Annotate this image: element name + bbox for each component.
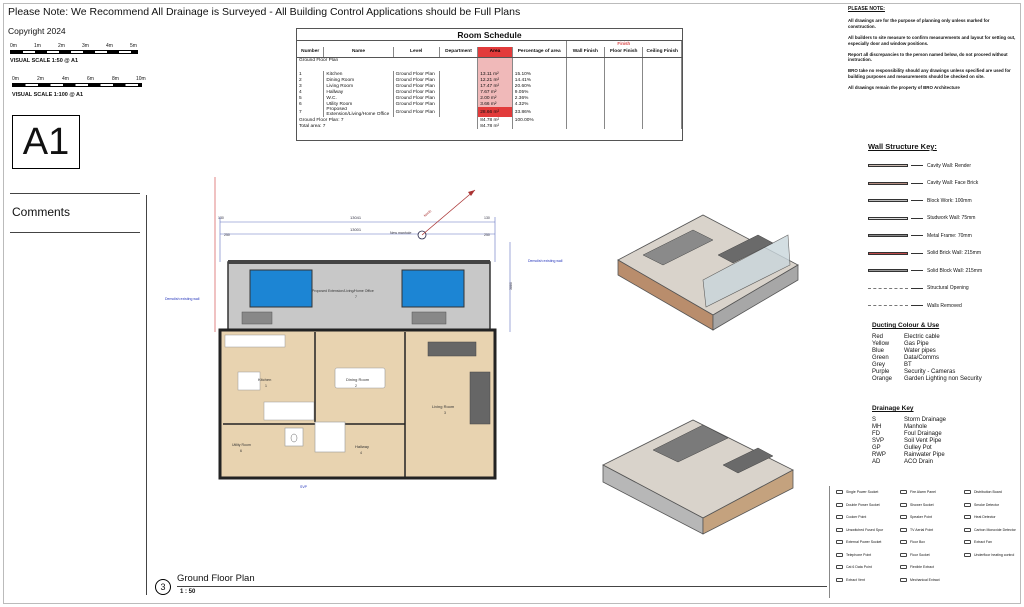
legend-label: External Power Socket	[846, 540, 882, 544]
sofa-icon	[428, 342, 476, 356]
key-description: Storm Drainage	[904, 417, 947, 423]
col-number: Number	[297, 47, 324, 57]
utility-number: 6	[240, 449, 242, 453]
legend-item	[900, 540, 925, 544]
hallway-number: 4	[360, 451, 362, 455]
legend-item	[900, 553, 930, 557]
col-ceiling-finish: Ceiling Finish	[643, 47, 682, 57]
electrical-symbol-icon	[900, 503, 907, 507]
electrical-symbol-icon	[964, 553, 971, 557]
scale-tick: 4m	[106, 43, 113, 49]
key-description: Manhole	[904, 424, 928, 430]
wall-key-label: Cavity Wall: Face Brick	[927, 180, 979, 187]
sofa-icon	[470, 372, 490, 424]
kitchen-label: Kitchen	[258, 377, 272, 382]
please-note-paragraph: All drawings are for the purpose of planning only unless marked for construction.	[848, 17, 990, 29]
dim-right-side: 3880	[509, 282, 513, 290]
wall-swatch	[868, 217, 908, 220]
scale-tick: 0m	[10, 43, 17, 49]
electrical-symbol-icon	[900, 515, 907, 519]
3d-view-bottom	[593, 410, 803, 540]
kitchen-island	[238, 372, 260, 390]
legend-item	[964, 515, 996, 519]
north-label: North	[423, 209, 433, 218]
key-code: Yellow	[872, 341, 890, 347]
legend-label: Extract Vent	[846, 577, 865, 582]
please-note-title: PLEASE NOTE:	[848, 6, 885, 12]
svp-label: SVP	[300, 485, 308, 489]
key-code: RWP	[872, 452, 886, 458]
electrical-symbol-icon	[836, 503, 843, 507]
wall-key-label: Block Work: 100mm	[927, 197, 972, 204]
manhole-note: New manhole	[390, 231, 412, 235]
dim-top-outer: 13041	[350, 215, 362, 220]
symbol-legend	[836, 490, 1016, 590]
table-row: 7 Proposed Extension/Living/Home Office Ground Floor Plan 28.66 m² 33.86%	[297, 107, 682, 117]
wall-key-item	[868, 262, 1018, 280]
table-row: 1 Kitchen Ground Floor Plan 13.11 m² 15.10%	[297, 71, 682, 77]
legend-item	[836, 490, 878, 494]
wall-swatch	[868, 234, 908, 237]
col-department: Department	[439, 47, 477, 57]
legend-item	[836, 528, 883, 532]
room-schedule-table	[297, 41, 682, 129]
legend-item	[900, 503, 934, 507]
scale-tick: 2m	[58, 43, 65, 49]
please-note-paragraph: All drawings remain the property of BRO Architecture	[848, 85, 960, 91]
key-code: Purple	[872, 369, 890, 375]
electrical-symbol-icon	[900, 565, 907, 569]
drainage-notice: Please Note: We Recommend All Drainage is Surveyed - All Building Control Applications should be Full Plans	[8, 6, 521, 18]
legend-item	[836, 515, 866, 519]
legend-item	[900, 578, 940, 582]
key-code: Red	[872, 334, 884, 340]
key-code: MH	[872, 424, 882, 430]
legend-label: Single Power Socket	[846, 490, 879, 494]
wall-key-item	[868, 227, 1018, 245]
key-code: FD	[872, 431, 880, 437]
table-row: 2 Dining Room Ground Floor Plan 12.21 m² 14.41%	[297, 77, 682, 83]
col-level: Level	[393, 47, 439, 57]
wall-key-label: Walls Removed	[927, 302, 962, 309]
dining-number: 2	[355, 384, 357, 388]
legend-label: Distribution Board	[974, 490, 1002, 494]
col-area: Area	[478, 47, 513, 57]
electrical-symbol-icon	[964, 515, 971, 519]
key-code: Grey	[872, 362, 886, 368]
wall-key-label: Solid Block Wall: 215mm	[927, 267, 983, 274]
scale-tick: 8m	[112, 76, 119, 82]
electrical-symbol-icon	[964, 528, 971, 532]
comments-heading: Comments	[12, 205, 71, 219]
electrical-symbol-icon	[836, 540, 843, 544]
legend-label: Cat 6 Data Point	[846, 565, 872, 569]
wall-swatch	[868, 252, 908, 255]
divider	[10, 232, 140, 233]
drawing-title: Ground Floor Plan	[177, 573, 255, 584]
dim-left-top: 130	[218, 216, 224, 220]
arrow-right-icon	[911, 305, 923, 306]
scale-bar-1-label: VISUAL SCALE 1:50 @ A1	[10, 58, 79, 64]
wall-swatch	[868, 269, 908, 272]
scale-tick: 10m	[136, 76, 146, 82]
arrow-right-icon	[911, 235, 923, 236]
key-description: Foul Drainage	[904, 431, 942, 437]
wall-swatch	[868, 164, 908, 167]
scale-bar-2	[12, 83, 142, 87]
arrow-right-icon	[911, 253, 923, 254]
room-schedule	[296, 28, 683, 141]
wall-key-label: Metal Frame: 70mm	[927, 232, 972, 239]
finish-group-header: Finish	[566, 41, 681, 47]
wall-swatch	[868, 288, 908, 289]
wall-swatch	[868, 305, 908, 306]
key-description: Soil Vent Pipe	[904, 438, 942, 444]
copyright-label: Copyright 2024	[8, 26, 66, 36]
key-code: S	[872, 417, 877, 423]
wall-swatch	[868, 199, 908, 202]
col-percentage: Percentage of area	[512, 47, 566, 57]
legend-item	[836, 565, 872, 569]
scale-bar-2-label: VISUAL SCALE 1:100 @ A1	[12, 92, 84, 98]
demolish-note-right: Demolish existing wall	[528, 259, 563, 263]
room-schedule-title: Room Schedule	[297, 29, 682, 41]
pool-left	[250, 270, 312, 307]
key-description: BT	[904, 362, 912, 368]
key-description: Gulley Pot	[904, 445, 932, 451]
legend-label: Flexible Extract	[910, 565, 934, 569]
key-description: Water pipes	[904, 348, 936, 354]
drawing-number: 3	[155, 579, 171, 595]
key-description: Data/Comms	[904, 355, 940, 361]
living-number: 3	[444, 411, 446, 415]
legend-item	[836, 578, 865, 582]
key-description: Security - Cameras	[904, 369, 956, 375]
please-note-block	[848, 6, 1018, 96]
legend-item	[900, 528, 933, 532]
legend-label: TV Aerial Point	[910, 527, 934, 532]
electrical-symbol-icon	[900, 528, 907, 532]
wall-key-label: Solid Brick Wall: 215mm	[927, 250, 981, 257]
dim-top-inner: 13001	[350, 227, 362, 232]
legend-item	[836, 540, 881, 544]
table-row: 5 W.C. Ground Floor Plan 2.00 m² 2.36%	[297, 95, 682, 101]
sheet-size-badge: A1	[12, 115, 80, 169]
col-wall-finish: Wall Finish	[566, 47, 604, 57]
table-row: 4 Hallway Ground Floor Plan 7.67 m² 9.05%	[297, 89, 682, 95]
key-description: Electric cable	[904, 334, 940, 340]
scale-tick: 5m	[130, 43, 137, 49]
key-code: GP	[872, 445, 881, 451]
subtotal-row: Ground Floor Plan: 7 84.78 m² 100.00%	[297, 117, 682, 123]
total-row: Total area: 7 84.78 m²	[297, 123, 682, 129]
kitchen-number: 1	[265, 384, 267, 388]
please-note-paragraph: Report all discrepancies to the person named below, do not proceed without instruction.	[848, 51, 1008, 63]
sofa-icon	[412, 312, 446, 324]
title-rule	[177, 586, 827, 587]
dim-left-a: 250	[224, 233, 230, 237]
wall-swatch	[868, 182, 908, 185]
legend-item	[900, 565, 934, 569]
electrical-symbol-icon	[836, 515, 843, 519]
dim-right-top: 130	[484, 216, 490, 220]
wall-key-item	[868, 280, 1018, 298]
key-code: AD	[872, 459, 881, 465]
key-code: Green	[872, 355, 889, 361]
electrical-symbol-icon	[836, 578, 843, 582]
table-row: 3 Living Room Ground Floor Plan 17.47 m² 20.60%	[297, 83, 682, 89]
col-floor-finish: Floor Finish	[605, 47, 643, 57]
wall-key-item	[868, 245, 1018, 263]
arrow-right-icon	[911, 218, 923, 219]
legend-item	[900, 490, 936, 494]
drainage-key	[872, 405, 1022, 466]
arrow-right-icon	[911, 183, 923, 184]
wall-key-title: Wall Structure Key:	[868, 142, 937, 151]
extension-number: 7	[355, 295, 357, 299]
legend-label: Floor Box	[910, 540, 925, 544]
electrical-symbol-icon	[900, 578, 907, 582]
sofa-icon	[242, 312, 272, 324]
legend-label: Cooker Point	[846, 515, 867, 519]
electrical-symbol-icon	[964, 490, 971, 494]
pool-right	[402, 270, 464, 307]
legend-item	[964, 540, 992, 544]
wall-key-item	[868, 210, 1018, 228]
dining-label: Dining Room	[346, 377, 370, 382]
electrical-symbol-icon	[900, 490, 907, 494]
scale-tick: 4m	[62, 76, 69, 82]
wall-key-label: Studwork Wall: 75mm	[927, 215, 976, 222]
wall-key-item	[868, 157, 1018, 175]
key-code: Blue	[872, 348, 885, 354]
legend-label: Carbon Monoxide Detector	[974, 527, 1016, 532]
schedule-group-label: Ground Floor Plan	[297, 57, 478, 63]
legend-item	[836, 503, 880, 507]
legend-label: Mechanical Extract	[910, 577, 940, 582]
legend-label: Smoke Detector	[974, 502, 1000, 507]
wall-key-label: Cavity Wall: Render	[927, 162, 971, 169]
ground-floor-plan	[150, 172, 590, 494]
toilet-icon	[291, 434, 297, 442]
key-description: Gas Pipe	[904, 341, 929, 347]
legend-label: Heat Detector	[974, 515, 996, 519]
legend-label: Speaker Point	[910, 515, 932, 519]
key-description: Rainwater Pipe	[904, 452, 945, 458]
staircase	[315, 422, 345, 452]
legend-item	[964, 490, 1002, 494]
scale-tick: 0m	[12, 76, 19, 82]
electrical-symbol-icon	[836, 565, 843, 569]
utility-room	[223, 426, 263, 476]
table-row: 6 Utility Room Ground Floor Plan 3.66 m² 4.32%	[297, 101, 682, 107]
scale-tick: 3m	[82, 43, 89, 49]
arrow-right-icon	[911, 200, 923, 201]
electrical-symbol-icon	[964, 540, 971, 544]
extension-label: Proposed Extension/Living/Home Office	[312, 289, 374, 293]
legend-label: Shower Socket	[910, 502, 934, 507]
ducting-title: Ducting Colour & Use	[872, 322, 940, 329]
wall-key-item	[868, 297, 1018, 315]
electrical-symbol-icon	[964, 503, 971, 507]
comments-column-rule	[146, 195, 147, 595]
legend-label: Fire Alarm Panel	[910, 490, 936, 494]
legend-label: Extract Fan	[974, 540, 992, 544]
scale-tick: 6m	[87, 76, 94, 82]
legend-item	[964, 553, 1014, 557]
legend-label: Floor Socket	[910, 552, 930, 557]
legend-item	[900, 515, 932, 519]
key-description: ACO Drain	[904, 459, 934, 465]
please-note-paragraph: All builders to site measure to confirm measurements and layout for setting out, especially door and window positions.	[848, 34, 1016, 46]
ducting-key	[872, 322, 1022, 383]
wall-key-item	[868, 192, 1018, 210]
wall-structure-key	[868, 142, 1018, 315]
electrical-symbol-icon	[836, 528, 843, 532]
key-description: Garden Lighting non Security	[904, 376, 982, 382]
scale-bar-1	[10, 50, 138, 54]
kitchen-counter	[225, 335, 285, 347]
legend-item	[964, 503, 999, 507]
electrical-symbol-icon	[836, 553, 843, 557]
legend-rule	[829, 486, 830, 598]
key-code: Orange	[872, 376, 893, 382]
arrow-right-icon	[911, 288, 923, 289]
legend-label: Unswitched Fused Spur	[846, 527, 884, 532]
3d-view-top	[598, 205, 808, 335]
legend-label: Underfloor heating control	[974, 552, 1015, 557]
legend-item	[964, 528, 1016, 532]
please-note-paragraph: BRO take no responsibility should any drawings unless specified are used for building purposes and measurements should be checked on site.	[848, 68, 1011, 80]
legend-label: Double Power Socket	[846, 502, 880, 507]
key-code: SVP	[872, 438, 885, 444]
scale-tick: 1m	[34, 43, 41, 49]
legend-label: Telephone Point	[846, 552, 872, 557]
legend-item	[836, 553, 871, 557]
utility-label: Utility Room	[232, 443, 251, 447]
electrical-symbol-icon	[836, 490, 843, 494]
arrow-right-icon	[911, 270, 923, 271]
scale-tick: 2m	[37, 76, 44, 82]
dim-right-a: 250	[484, 233, 490, 237]
kitchen-counter	[264, 402, 314, 420]
demolish-note-left: Demolish existing wall	[165, 297, 200, 301]
col-name: Name	[324, 47, 393, 57]
drainage-title: Drainage Key	[872, 405, 914, 412]
wall-key-label: Structural Opening	[927, 285, 969, 292]
divider	[10, 193, 140, 194]
arrow-right-icon	[911, 165, 923, 166]
hallway-label: Hallway	[355, 444, 370, 449]
electrical-symbol-icon	[900, 540, 907, 544]
glazing-wall	[228, 260, 490, 264]
living-label: Living Room	[432, 404, 455, 409]
drawing-scale: 1 : 50	[180, 589, 196, 595]
wall-key-item	[868, 175, 1018, 193]
electrical-symbol-icon	[900, 553, 907, 557]
